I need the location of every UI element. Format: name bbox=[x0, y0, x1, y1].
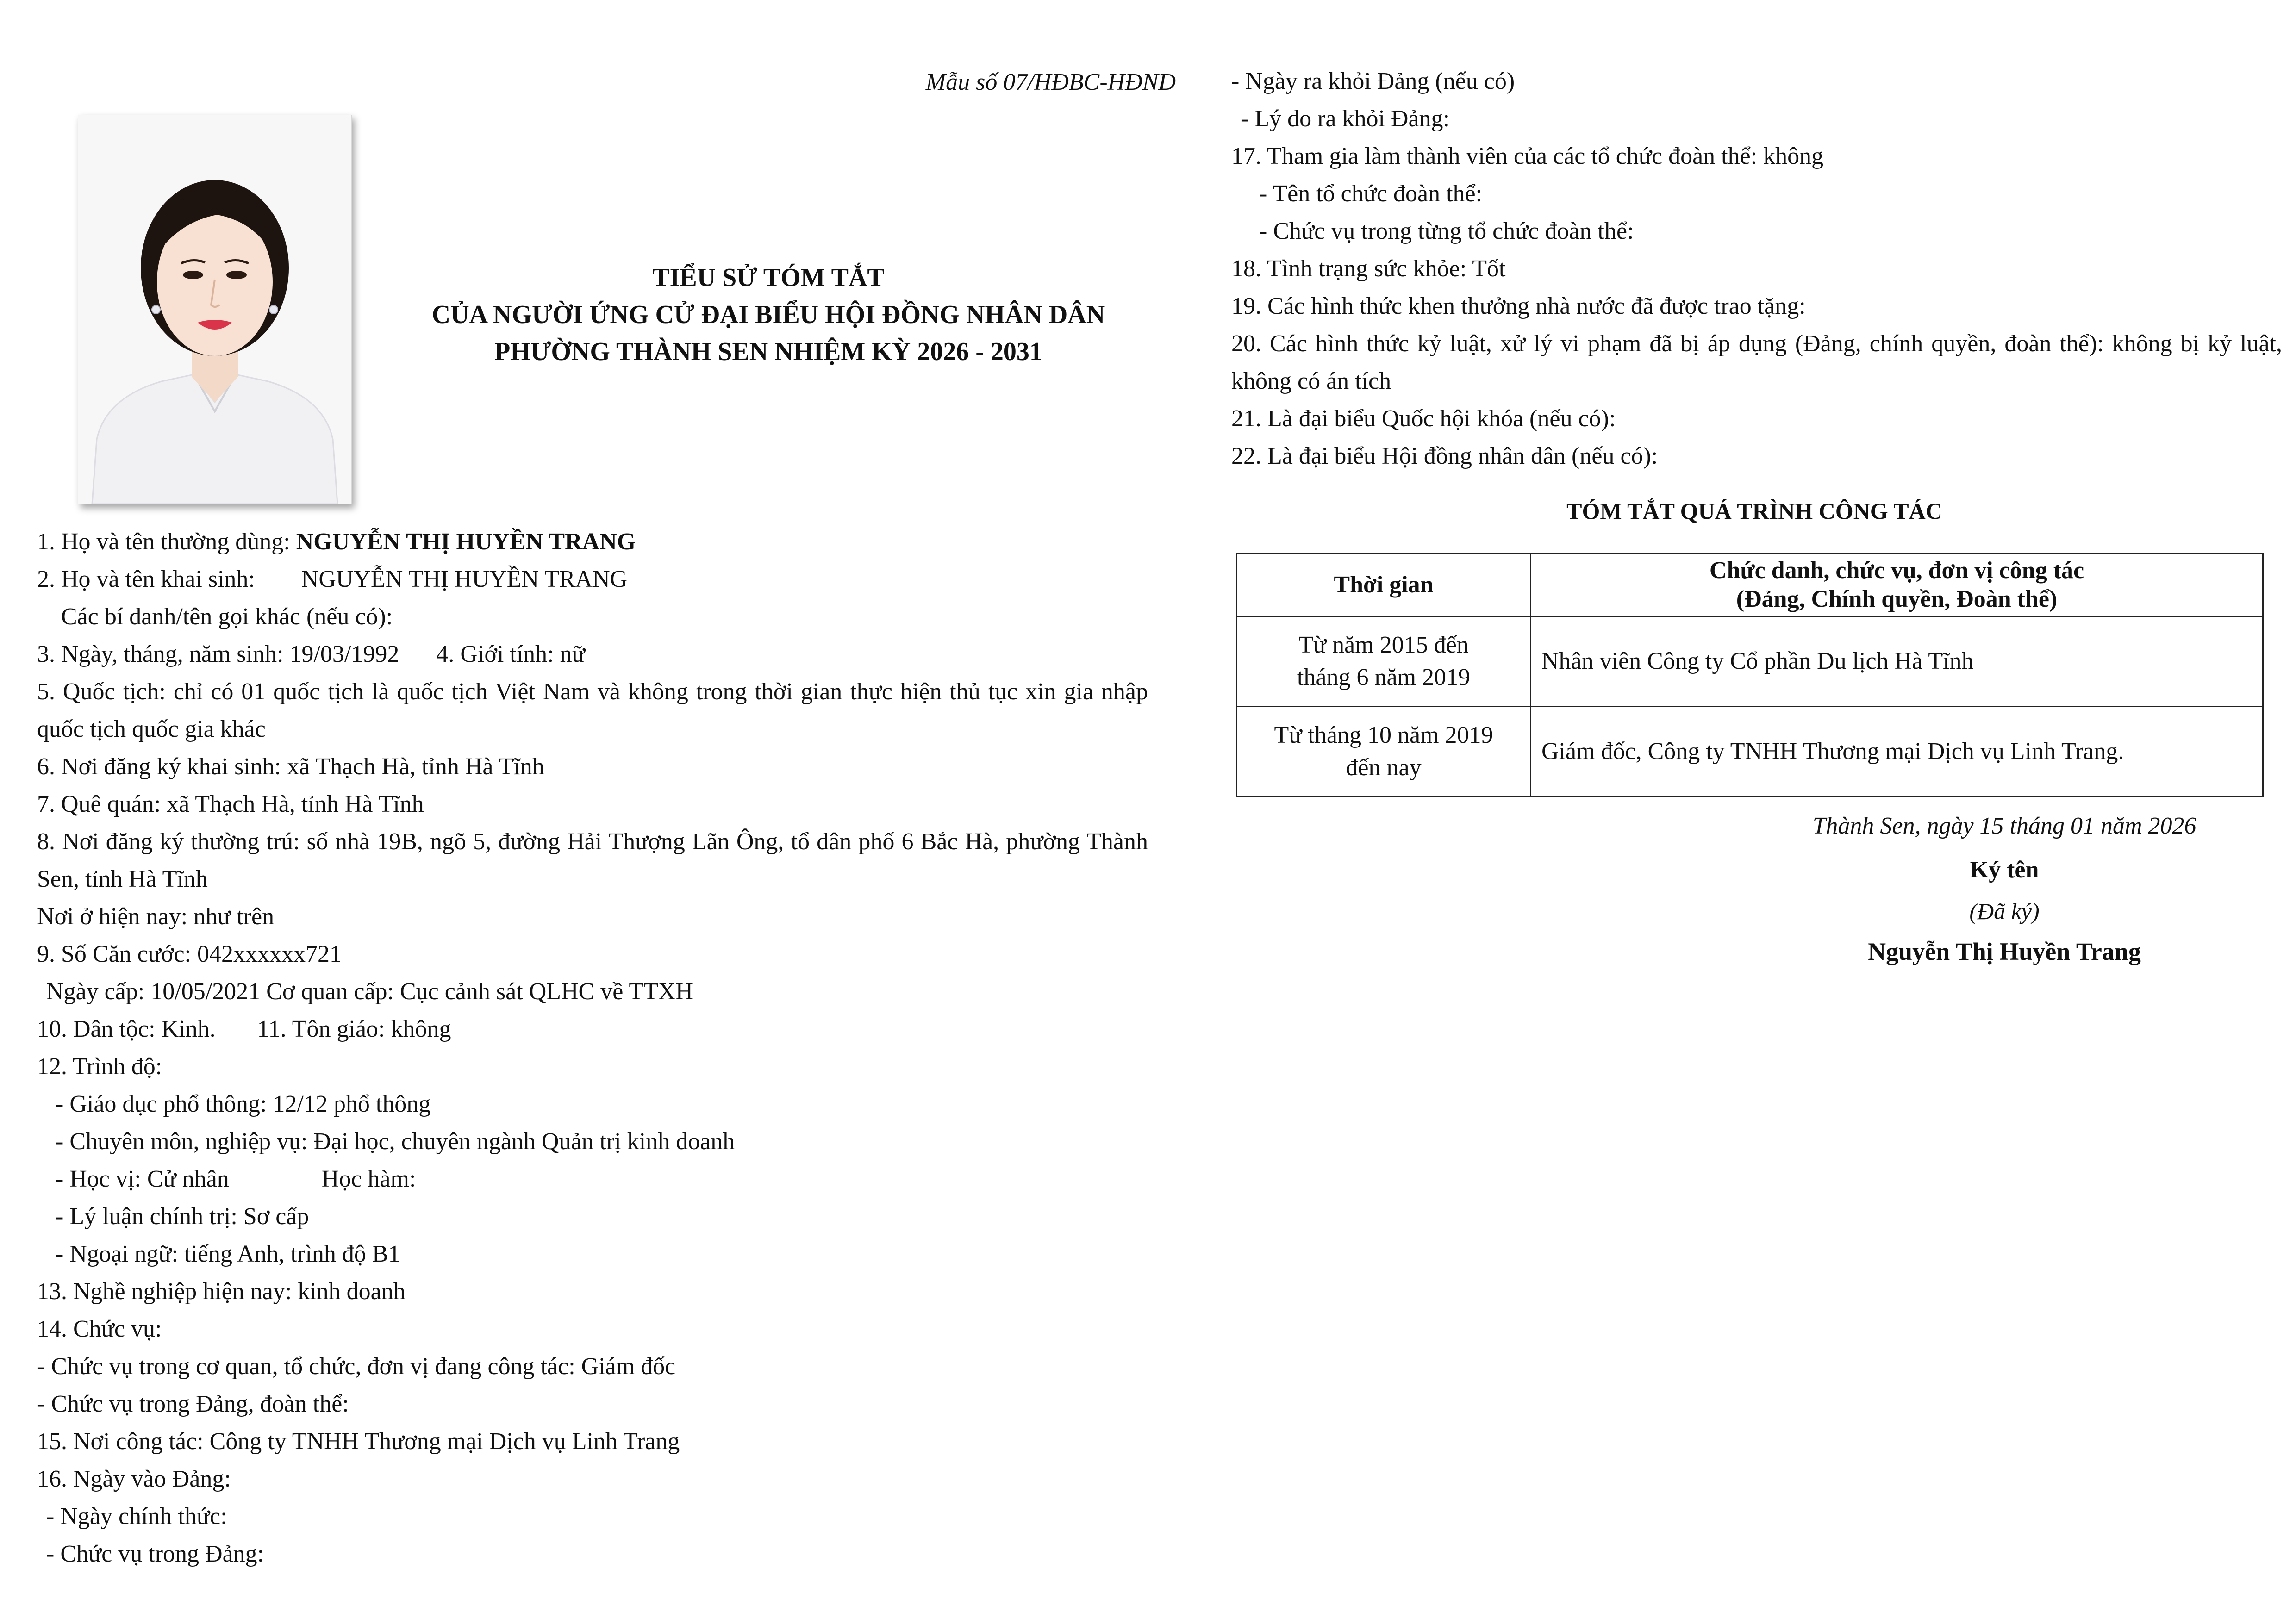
work-history-title: TÓM TẮT QUÁ TRÌNH CÔNG TÁC bbox=[1566, 498, 1942, 524]
field-organization-name: - Tên tổ chức đoàn thể: bbox=[1259, 180, 1483, 207]
field-birth-gender bbox=[37, 635, 1148, 673]
field-id-number: 9. Số Căn cước: 042xxxxxx721 bbox=[37, 941, 342, 967]
field-current-residence: Nơi ở hiện nay: như trên bbox=[37, 903, 275, 930]
field-professional: - Chuyên môn, nghiệp vụ: Đại học, chuyên ngành Quản trị kinh doanh bbox=[56, 1128, 735, 1155]
row-time-line-2: đến nay bbox=[1346, 754, 1422, 781]
header-role bbox=[1531, 554, 2263, 616]
title-line-2: CỦA NGƯỜI ỨNG CỬ ĐẠI BIỂU HỘI ĐỒNG NHÂN DÂN bbox=[431, 300, 1105, 329]
field-birth-name bbox=[37, 560, 1148, 598]
field-gender: 4. Giới tính: nữ bbox=[436, 641, 585, 667]
field-academic-title: Học hàm: bbox=[321, 1166, 416, 1192]
field-workplace: 15. Nơi công tác: Công ty TNHH Thương mại Dịch vụ Linh Trang bbox=[37, 1428, 680, 1455]
field-permanent-residence: 8. Nơi đăng ký thường trú: số nhà 19B, ngõ 5, đường Hải Thượng Lãn Ông, tổ dân phố 6 Bắc Hà, phường Thành Sen, tỉnh Hà Tĩnh bbox=[37, 828, 1148, 892]
field-peoples-council: 22. Là đại biểu Hội đồng nhân dân (nếu có): bbox=[1231, 443, 1658, 469]
row-role: Nhân viên Công ty Cổ phần Du lịch Hà Tĩnh bbox=[1531, 616, 2263, 707]
field-religion: 11. Tôn giáo: không bbox=[257, 1016, 451, 1042]
signer-name: Nguyễn Thị Huyền Trang bbox=[1868, 938, 2141, 965]
field-birth-registration: 6. Nơi đăng ký khai sinh: xã Thạch Hà, tỉnh Hà Tĩnh bbox=[37, 753, 544, 780]
field-id-issue: Ngày cấp: 10/05/2021 Cơ quan cấp: Cục cảnh sát QLHC về TTXH bbox=[46, 978, 693, 1005]
field-general-education: - Giáo dục phổ thông: 12/12 phổ thông bbox=[56, 1091, 431, 1117]
field-ethnicity: 10. Dân tộc: Kinh. bbox=[37, 1016, 216, 1042]
field-common-name bbox=[37, 523, 1148, 560]
field-position-party: - Chức vụ trong Đảng, đoàn thể: bbox=[37, 1391, 349, 1417]
field-degree: - Học vị: Cử nhân bbox=[56, 1166, 229, 1192]
row-time bbox=[1237, 707, 1531, 797]
header-role-line-1: Chức danh, chức vụ, đơn vị công tác bbox=[1709, 557, 2084, 584]
title-line-3: PHƯỜNG THÀNH SEN NHIỆM KỲ 2026 - 2031 bbox=[494, 337, 1042, 366]
signature-label: Ký tên bbox=[1970, 857, 2039, 883]
field-common-name-label: 1. Họ và tên thường dùng: bbox=[37, 529, 296, 555]
header-time: Thời gian bbox=[1237, 554, 1531, 616]
field-birth-date: 3. Ngày, tháng, năm sinh: 19/03/1992 bbox=[37, 641, 399, 667]
row-time bbox=[1237, 616, 1531, 707]
field-birth-name-value: NGUYỄN THỊ HUYỀN TRANG bbox=[301, 566, 628, 592]
biography-fields-right bbox=[1231, 62, 2282, 475]
table-row bbox=[1237, 616, 2263, 707]
field-organizations: 17. Tham gia làm thành viên của các tổ chức đoàn thể: không bbox=[1231, 143, 1824, 169]
title-line-1: TIỂU SỬ TÓM TẮT bbox=[652, 263, 885, 292]
field-degree-title bbox=[37, 1160, 1148, 1198]
field-national-assembly: 21. Là đại biểu Quốc hội khóa (nếu có): bbox=[1231, 405, 1616, 432]
field-occupation: 13. Nghề nghiệp hiện nay: kinh doanh bbox=[37, 1278, 406, 1305]
field-party-leave-date: - Ngày ra khỏi Đảng (nếu có) bbox=[1231, 68, 1515, 94]
signed-note: (Đã ký) bbox=[1969, 898, 2040, 924]
field-aliases: Các bí danh/tên gọi khác (nếu có): bbox=[61, 604, 393, 630]
row-time-line-2: tháng 6 năm 2019 bbox=[1297, 664, 1471, 691]
field-party-position: - Chức vụ trong Đảng: bbox=[46, 1541, 264, 1567]
field-party-join-date: 16. Ngày vào Đảng: bbox=[37, 1466, 231, 1492]
biography-fields-left bbox=[37, 523, 1148, 1573]
row-time-line-1: Từ tháng 10 năm 2019 bbox=[1274, 722, 1493, 748]
header-role-line-2: (Đảng, Chính quyền, Đoàn thể) bbox=[1736, 586, 2058, 612]
field-position-agency: - Chức vụ trong cơ quan, tổ chức, đơn vị đang công tác: Giám đốc bbox=[37, 1353, 676, 1380]
field-positions: 14. Chức vụ: bbox=[37, 1316, 162, 1342]
field-education: 12. Trình độ: bbox=[37, 1053, 162, 1080]
field-health: 18. Tình trạng sức khỏe: Tốt bbox=[1231, 255, 1506, 282]
form-code: Mẫu số 07/HĐBC-HĐND bbox=[925, 69, 1176, 95]
field-party-leave-reason: - Lý do ra khỏi Đảng: bbox=[1241, 106, 1450, 132]
field-hometown: 7. Quê quán: xã Thạch Hà, tỉnh Hà Tĩnh bbox=[37, 791, 424, 817]
field-common-name-value: NGUYỄN THỊ HUYỀN TRANG bbox=[296, 529, 636, 555]
field-political-theory: - Lý luận chính trị: Sơ cấp bbox=[56, 1203, 309, 1230]
portrait-image bbox=[78, 115, 351, 504]
table-row bbox=[1237, 707, 2263, 797]
portrait-photo bbox=[78, 115, 352, 504]
field-birth-name-label: 2. Họ và tên khai sinh: bbox=[37, 566, 255, 592]
field-ethnicity-religion bbox=[37, 1010, 1148, 1048]
field-nationality: 5. Quốc tịch: chỉ có 01 quốc tịch là quốc tịch Việt Nam và không trong thời gian thực hiện thủ tục xin gia nhập quốc tịch quốc gia khác bbox=[37, 678, 1148, 742]
signature-date: Thành Sen, ngày 15 tháng 01 năm 2026 bbox=[1812, 813, 2196, 839]
field-awards: 19. Các hình thức khen thưởng nhà nước đã được trao tặng: bbox=[1231, 293, 1806, 319]
field-discipline: 20. Các hình thức kỷ luật, xử lý vi phạm đã bị áp dụng (Đảng, chính quyền, đoàn thể): không bị kỷ luật, không có án tích bbox=[1231, 330, 2282, 394]
document-title bbox=[370, 259, 1167, 370]
table-header-row bbox=[1237, 554, 2263, 616]
field-organization-position: - Chức vụ trong từng tổ chức đoàn thể: bbox=[1259, 218, 1634, 244]
work-history-table bbox=[1236, 553, 2264, 797]
field-foreign-language: - Ngoại ngữ: tiếng Anh, trình độ B1 bbox=[56, 1241, 400, 1267]
field-party-official-date: - Ngày chính thức: bbox=[46, 1503, 227, 1530]
row-role: Giám đốc, Công ty TNHH Thương mại Dịch vụ Linh Trang. bbox=[1531, 707, 2263, 797]
row-time-line-1: Từ năm 2015 đến bbox=[1298, 632, 1469, 658]
